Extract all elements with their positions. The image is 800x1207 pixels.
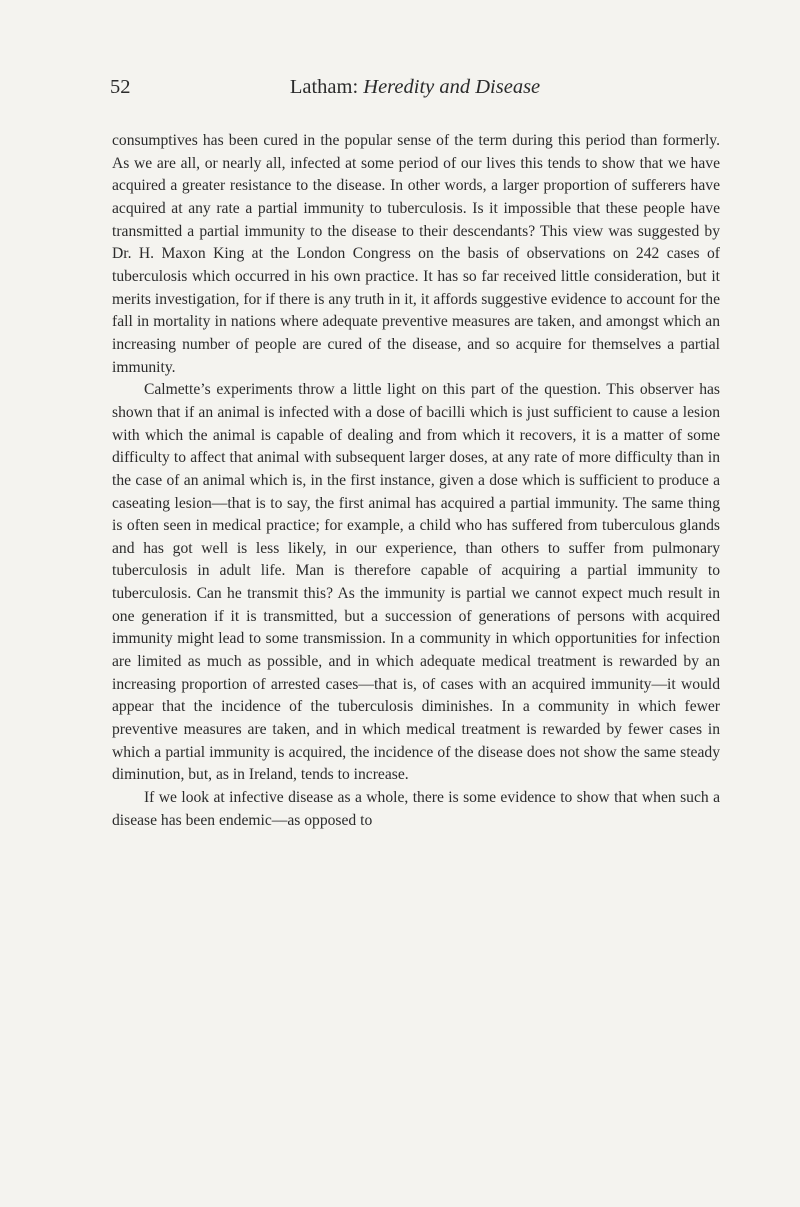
- body-text: [112, 130, 720, 832]
- paragraph-calmette: Calmette’s experiments throw a little light on this part of the question. This observer has shown that if an animal is infected with a dose of bacilli which is just sufficient to cause a lesion with which the animal is capable of dealing and from which it recovers, it is a matter of some difficulty to affect that animal with subsequent larger doses, at any rate of more difficulty than in the case of an animal which is, in the first instance, given a dose which is sufficient to produce a caseating lesion—that is to say, the first animal has acquired a partial immunity. The same thing is often seen in medical practice; for example, a child who has suffered from tuberculous glands and has got well is less likely, in our experience, than others to suffer from pulmonary tuberculosis in adult life. Man is therefore capable of acquiring a partial immunity to tuberculosis. Can he transmit this? As the immunity is partial we cannot expect much result in one generation if it is transmitted, but a succession of generations of persons with acquired immunity might lead to some transmission. In a community in which opportunities for infection are limited as much as possible, and in which adequate medical treatment is rewarded by an increasing proportion of arrested cases—that is, of cases with an acquired immunity—it would appear that the incidence of the tuberculosis diminishes. In a community in which fewer preventive measures are taken, and in which medical treatment is rewarded by fewer cases in which a partial immunity is acquired, the incidence of the disease does not show the same steady diminution, but, as in Ireland, tends to increase.: [112, 381, 720, 784]
- page-number: 52: [110, 76, 131, 98]
- author-name: Latham: [289, 76, 353, 98]
- title-separator: :: [352, 76, 364, 98]
- book-title: Heredity and Disease: [363, 76, 541, 98]
- paragraph-infective-disease: If we look at infective disease as a whole, there is some evidence to show that when such a disease has been endemic—as opposed to: [112, 789, 720, 829]
- paragraph-continued: consumptives has been cured in the popular sense of the term during this period than formerly. As we are all, or nearly all, infected at some period of our lives this tends to show that we have acquired a greater resistance to the disease. In other words, a larger proportion of sufferers have acquired at any rate a partial immunity to tuberculosis. Is it impossible that these people have transmitted a partial immunity to the disease to their descendants? This view was suggested by Dr. H. Maxon King at the London Congress on the basis of observations on 242 cases of tuberculosis which occurred in his own practice. It has so far received little consideration, but it merits investigation, for if there is any truth in it, it affords suggestive evidence to account for the fall in mortality in nations where adequate preventive measures are taken, and amongst which an increasing number of people are cured of the disease, and so acquire for themselves a partial immunity.: [112, 132, 720, 376]
- running-title: [110, 76, 720, 99]
- running-head: [110, 76, 720, 106]
